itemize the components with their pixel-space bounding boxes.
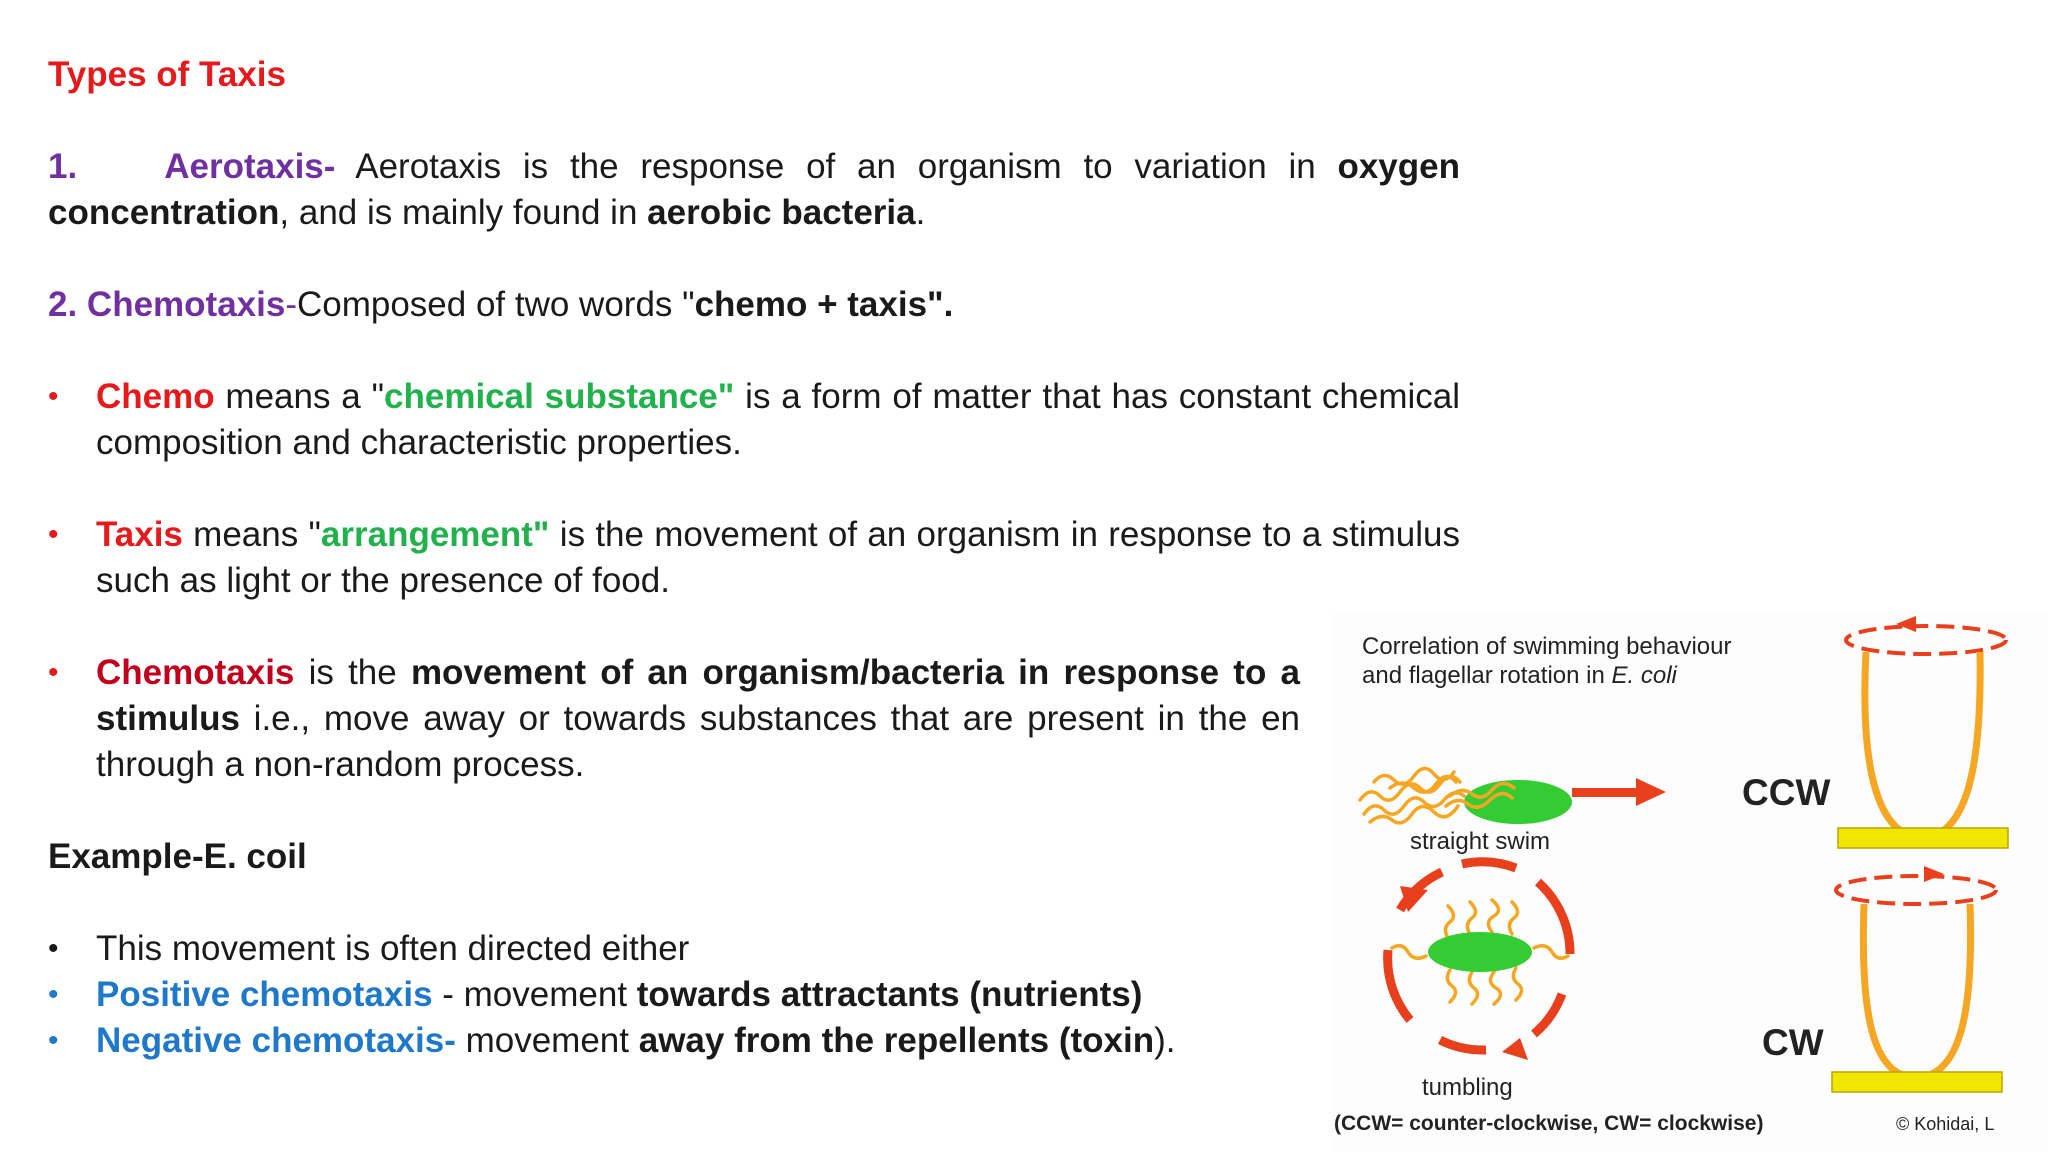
bullet-chemotaxis-line1 xyxy=(96,650,1300,696)
bullet-taxis-line1 xyxy=(96,512,1460,558)
tumbling-bacterium-icon xyxy=(1392,900,1568,1004)
aerotaxis-bold3: aerobic bacteria xyxy=(647,193,916,232)
chemotaxis-text1: is the xyxy=(294,653,411,692)
aerotaxis-text3: . xyxy=(915,193,926,232)
taxis-text1: means " xyxy=(182,515,321,554)
positive-chemotaxis-text: - movement xyxy=(432,975,637,1014)
label-ccw: CCW xyxy=(1742,772,1831,813)
label-cw: CW xyxy=(1762,1022,1824,1063)
bullet-chemotaxis-line2 xyxy=(96,696,1300,742)
negative-chemotaxis-bold: away from the repellents (toxin xyxy=(638,1021,1155,1060)
taxis-highlight: arrangement" xyxy=(320,515,550,554)
negative-chemotaxis-term: Negative chemotaxis- xyxy=(96,1021,456,1060)
chemotaxis-bold2: stimulus xyxy=(96,699,240,738)
bullet-icon: • xyxy=(48,518,59,551)
arrow-right-icon xyxy=(1572,778,1666,806)
aerotaxis-text2: , and is mainly found in xyxy=(279,193,648,232)
chemo-text2: is a form of matter that has constant chemical xyxy=(734,377,1461,416)
figure-footer: (CCW= counter-clockwise, CW= clockwise) xyxy=(1334,1112,1764,1135)
example-item-2 xyxy=(96,972,1142,1018)
chemotaxis-intro xyxy=(48,282,953,328)
example-item-1: This movement is often directed either xyxy=(96,929,690,968)
figure-caption-line2: and flagellar rotation in E. coli xyxy=(1362,662,1677,689)
label-tumbling: tumbling xyxy=(1422,1074,1513,1101)
figure-credit: © Kohidai, L xyxy=(1896,1114,1995,1134)
aerotaxis-term: Aerotaxis- xyxy=(164,147,336,186)
bullet-icon: • xyxy=(48,380,59,413)
aerotaxis-bold1: oxygen xyxy=(1337,147,1460,186)
bullet-icon: • xyxy=(48,1024,59,1057)
taxis-text2: is the movement of an organism in response to a stimulus xyxy=(549,515,1460,554)
positive-chemotaxis-bold: towards attractants (nutrients) xyxy=(636,975,1143,1014)
cw-motor-icon xyxy=(1832,866,2002,1092)
chemotaxis-intro-dash: - xyxy=(285,285,297,324)
chemotaxis-bold1: movement of an organism/bacteria in response to a xyxy=(410,653,1300,692)
bullet-icon: • xyxy=(48,932,59,965)
bullet-icon: • xyxy=(48,978,59,1011)
figure-caption-line1: Correlation of swimming behaviour xyxy=(1362,633,1732,660)
bullet-icon: • xyxy=(48,656,59,689)
aerotaxis-text1: Aerotaxis is the response of an organism to variation in xyxy=(335,147,1338,186)
chemo-term: Chemo xyxy=(96,377,215,416)
negative-chemotaxis-end: ). xyxy=(1154,1021,1176,1060)
bullet-chemo-line1 xyxy=(96,374,1460,420)
label-straight-swim: straight swim xyxy=(1410,828,1551,855)
aerotaxis-line2 xyxy=(48,190,925,236)
figure-drawing xyxy=(1330,610,2048,1152)
ecoli-swimming-figure xyxy=(1330,610,2048,1152)
chemo-highlight: chemical substance" xyxy=(384,377,735,416)
aerotaxis-bold2: concentration xyxy=(48,193,280,232)
positive-chemotaxis-term: Positive chemotaxis xyxy=(96,975,433,1014)
chemotaxis-term: Chemotaxis xyxy=(96,653,295,692)
aerotaxis-line1 xyxy=(48,144,1460,190)
bullet-chemo-line2: composition and characteristic properties. xyxy=(96,423,742,462)
bullet-taxis-line2: such as light or the presence of food. xyxy=(96,561,670,600)
negative-chemotaxis-text: movement xyxy=(455,1021,639,1060)
chemotaxis-intro-text: Composed of two words " xyxy=(296,285,695,324)
taxis-term: Taxis xyxy=(96,515,183,554)
swimming-bacterium-icon xyxy=(1360,768,1572,824)
aerotaxis-number: 1. xyxy=(48,147,78,186)
example-heading: Example-E. coil xyxy=(48,837,307,876)
chemotaxis-intro-bold: chemo + taxis". xyxy=(694,285,954,324)
chemotaxis-text2: i.e., move away or towards substances that are present in the en xyxy=(239,699,1300,738)
chemo-text1: means a " xyxy=(214,377,385,416)
example-item-3 xyxy=(96,1018,1176,1064)
chemotaxis-intro-term: 2. Chemotaxis xyxy=(48,285,286,324)
slide-title: Types of Taxis xyxy=(48,55,286,94)
bullet-chemotaxis-line3: through a non-random process. xyxy=(96,745,585,784)
